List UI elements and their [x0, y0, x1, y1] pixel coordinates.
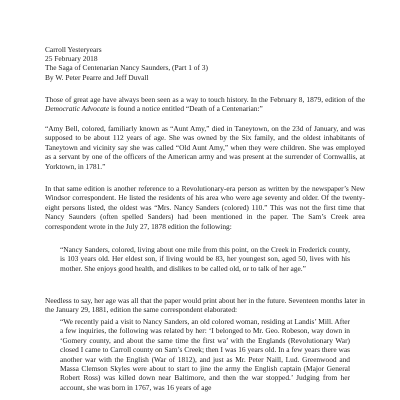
paragraph-intro	[45, 95, 365, 114]
article-date: 25 February 2018	[45, 54, 98, 64]
paragraph-needless: Needless to say, her age was all that the paper would print about her in the future. Seventeen months later in the January 29, 1881, edition the same correspondent elaborated:	[45, 296, 365, 315]
column-title: Carroll Yesteryears	[45, 45, 102, 54]
blockquote-1881: “We recently paid a visit to Nancy Sanders, an old colored woman, residing at Landis’ Mill. After a few inquiries, the following was related by her: ‘I belonged to Mr. Geo. Robeson, way down in ‘Gomery county, and about the same time the first wa’ with the Englands (Revolutionary War) closed I came to Carroll county on Sam’s Creek; then I was 16 years old. In a few years there was another war with the English (War of 1812), and just as Mr. Peter Naill, Lud. Greenwood and Massa Clemson Skyles were about to start to jine the army the English captain (Major General Robert Ross) was killed down near Baltimore, and then the war stopped.’ Judging from her account, she was born in 1767, was 16 years of age	[60, 317, 350, 392]
paragraph-intro-before: Those of great age have always been seen as a way to touch history. In the February 8, 1879, edition of the	[45, 95, 365, 104]
article-title: The Saga of Centenarian Nancy Saunders, (Part 1 of 3)	[45, 63, 208, 73]
paragraph-amy-bell-quote: “Amy Bell, colored, familiarly known as “Aunt Amy,” died in Taneytown, on the 23d of January, and was supposed to be about 112 years of age. She was owned by the Six family, and the oldest inhabitants of Taneytown and vicinity say she was called “Old Aunt Amy,” when they were children. She was employed as a servant by one of the officers of the American army and was present at the surrender of Cornwallis, at Yorktown, in 1781.”	[45, 124, 365, 171]
newspaper-name: Democratic Advocate	[45, 104, 110, 114]
blockquote-1878: “Nancy Sanders, colored, living about one mile from this point, on the Creek in Frederick county, is 103 years old. Her eldest son, if living would be 83, her youngest son, aged 50, lives with his mother. She enjoys good health, and dislikes to be called old, or to talk of her age.”	[60, 245, 350, 273]
paragraph-intro-after: is found a notice entitled “Death of a Centenarian:”	[109, 104, 263, 114]
paragraph-new-windsor: In that same edition is another reference to a Revolutionary-era person as written by the newspaper’s New Windsor correspondent. He listed the residents of his area who were age seventy and older. Of the twenty-eight persons listed, the oldest was “Mrs. Nancy Sanders (colored) 110.” This was not the first time that Nancy Saunders (often spelled Sanders) had been mentioned in the paper. The Sam’s Creek area correspondent wrote in the July 27, 1878 edition the following:	[45, 184, 365, 231]
article-header	[45, 45, 365, 82]
article-byline: By W. Peter Pearre and Jeff Duvall	[45, 72, 149, 82]
